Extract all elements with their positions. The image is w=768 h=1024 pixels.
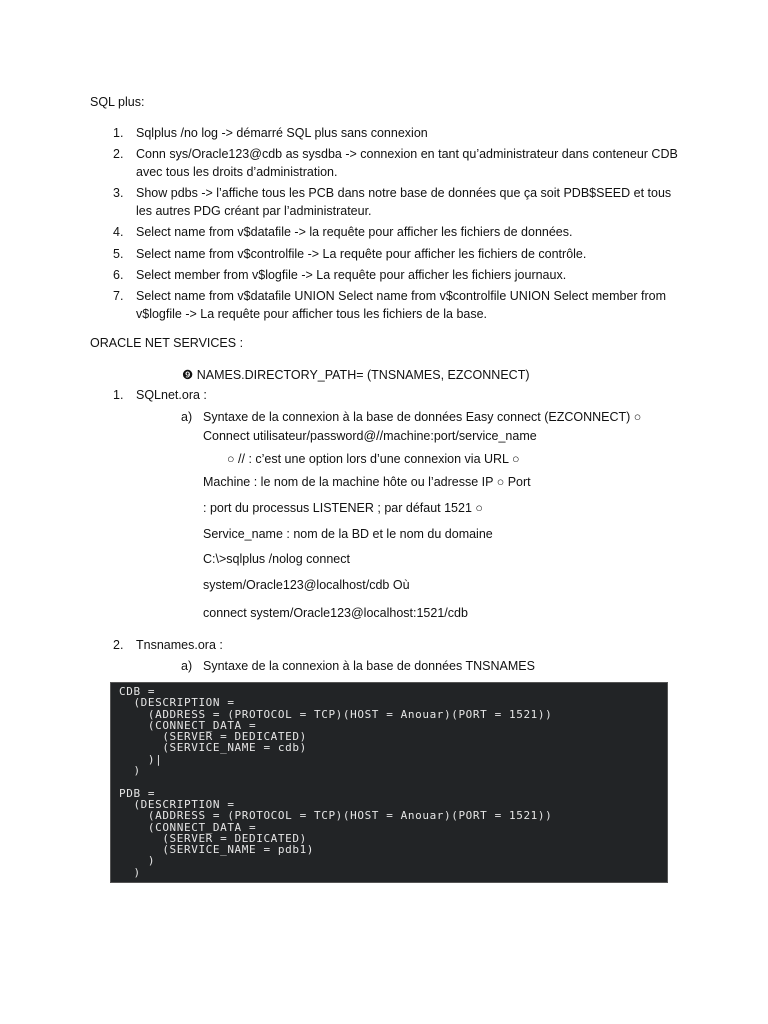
directory-path-text: NAMES.DIRECTORY_PATH= (TNSNAMES, EZCONNECT) [196,368,530,382]
tnsnames-code-screenshot [110,682,668,883]
list-item-text: les autres PDG créant par l’administrateur. [136,204,372,218]
oracle-net-heading: ORACLE NET SERVICES : [90,336,244,350]
sub-item-text: Connect utilisateur/password@//machine:port/service_name [203,429,537,443]
detail-line: system/Oracle123@localhost/cdb Où [203,578,410,592]
sql-plus-heading: SQL plus: [90,95,145,109]
sqlnet-title: SQLnet.ora : [136,388,207,402]
list-item-number: 6. [113,268,124,282]
list-item-text: Select member from v$logfile -> La requête pour afficher les fichiers journaux. [136,268,567,282]
detail-line: : port du processus LISTENER ; par défaut 1521 ○ [203,501,483,515]
list-item-text: Select name from v$datafile -> la requête pour afficher les fichiers de données. [136,225,573,239]
list-item-text: avec tous les droits d’administration. [136,165,338,179]
detail-line: Service_name : nom de la BD et le nom du domaine [203,527,493,541]
directory-path-line [182,366,530,384]
tnsnames-title: Tnsnames.ora : [136,638,223,652]
list-item-text: Show pdbs -> l’affiche tous les PCB dans notre base de données que ça soit PDB$SEED et tous [136,186,672,200]
list-item-number: 1. [113,126,124,140]
list-item-number: 4. [113,225,124,239]
note-text: ○ // : c’est une option lors d’une connexion via URL ○ [227,452,520,466]
list-item-text: Select name from v$datafile UNION Select name from v$controlfile UNION Select member from [136,289,667,303]
sub-item-text: Syntaxe de la connexion à la base de données TNSNAMES [203,659,535,673]
list-item-text: v$logfile -> La requête pour afficher tous les fichiers de la base. [136,307,488,321]
bullet-icon: ❾ [182,368,194,382]
code-text: CDB = (DESCRIPTION = (ADDRESS = (PROTOCOL = TCP)(HOST = Anouar)(PORT = 1521)) (CONNECT_DATA = (SERVER = DEDICATED) (SERVICE_NAME = cdb) )| ) PDB = (DESCRIPTION = (ADDRESS = (PROTOCOL = TCP)(HOST = Anouar)(PORT = 1521)) (CONNECT_DATA = (SERVER = DEDICATED) (SERVICE_NAME = pdb1) ) ) [119,685,553,879]
list-item-text: Sqlplus /no log -> démarré SQL plus sans connexion [136,126,428,140]
list-item-number: 2. [113,638,124,652]
detail-line: connect system/Oracle123@localhost:1521/cdb [203,606,468,620]
list-item-number: 1. [113,388,124,402]
detail-line: Machine : le nom de la machine hôte ou l’adresse IP ○ Port [203,475,531,489]
list-item-text: Conn sys/Oracle123@cdb as sysdba -> connexion en tant qu’administrateur dans conteneur CDB [136,147,678,161]
list-item-number: 2. [113,147,124,161]
list-item-number: 7. [113,289,124,303]
sub-item-label: a) [181,410,193,424]
sub-item-label: a) [181,659,193,673]
sub-item-text: Syntaxe de la connexion à la base de données Easy connect (EZCONNECT) ○ [203,410,642,424]
detail-line: C:\>sqlplus /nolog connect [203,552,350,566]
list-item-number: 3. [113,186,124,200]
list-item-text: Select name from v$controlfile -> La requête pour afficher les fichiers de contrôle. [136,247,587,261]
list-item-number: 5. [113,247,124,261]
